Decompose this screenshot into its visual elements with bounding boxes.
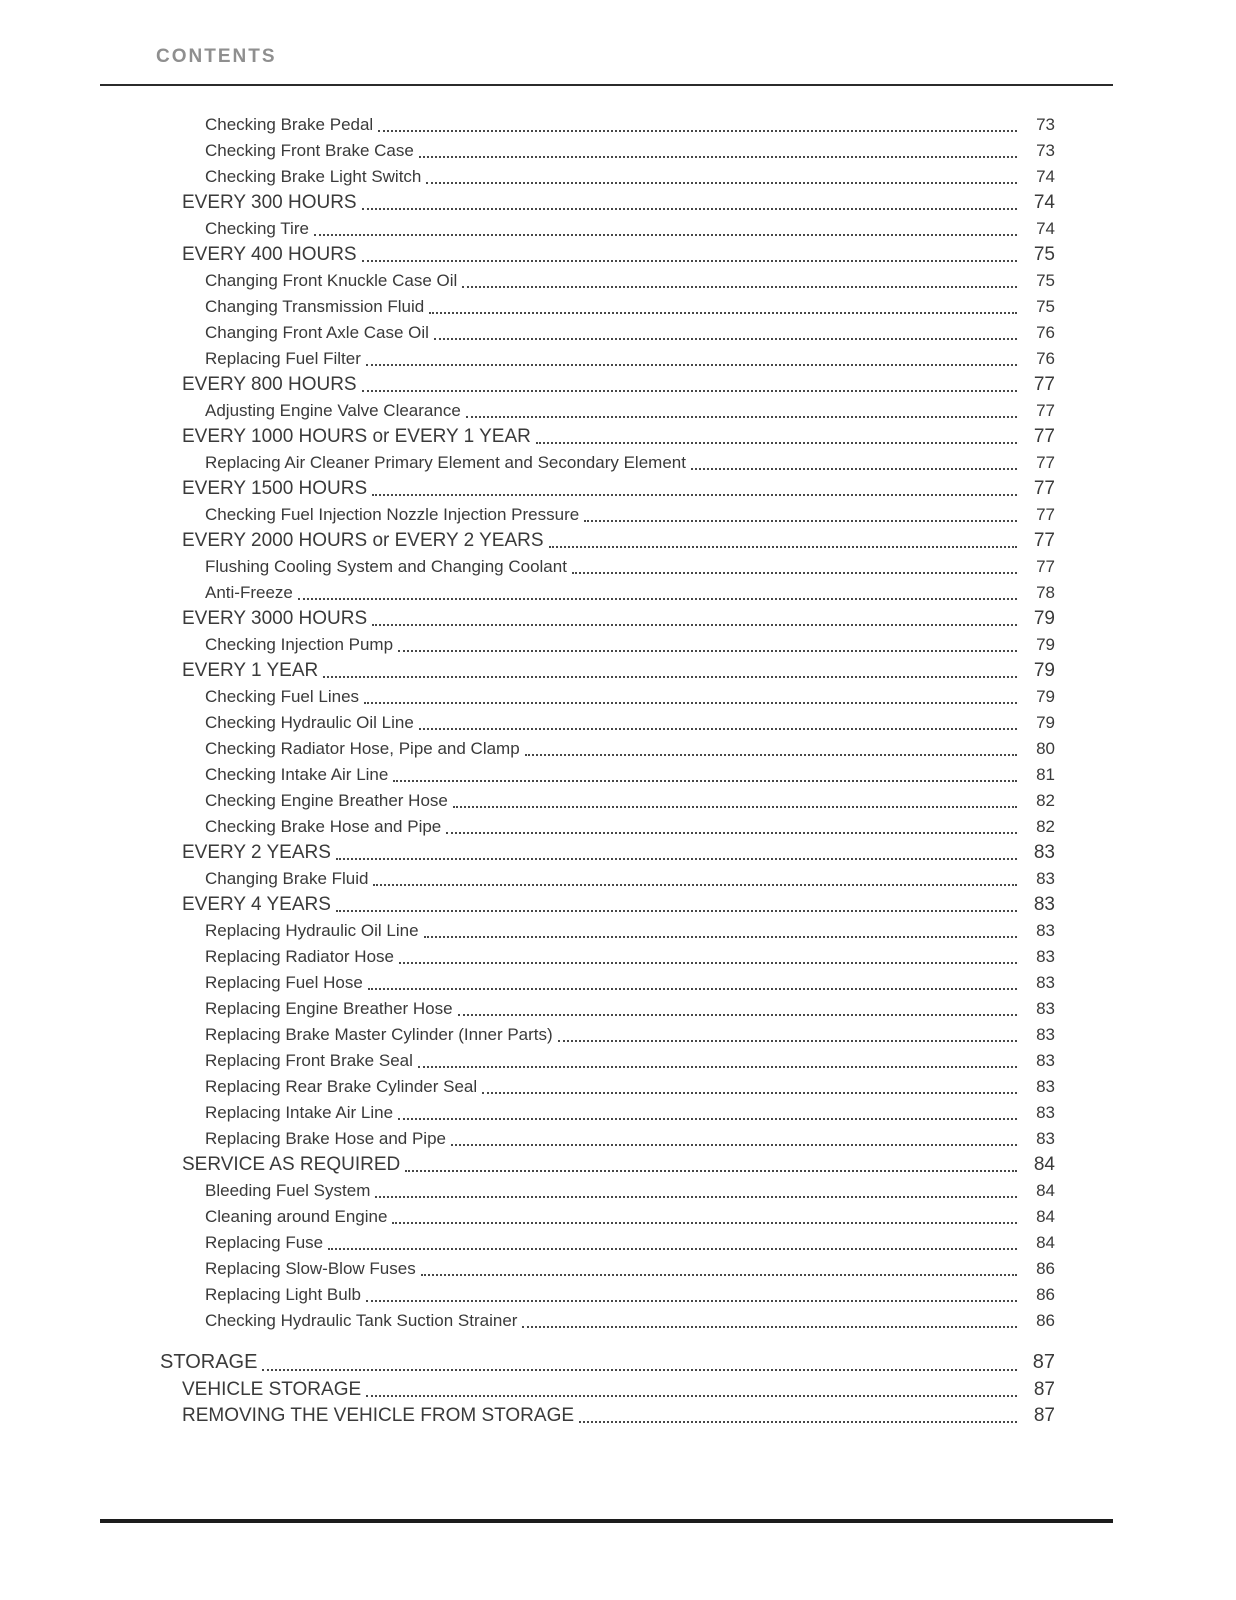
toc-leader-dots	[375, 1196, 1017, 1198]
toc-page-number: 73	[1036, 141, 1055, 160]
toc-page-number: 77	[1033, 426, 1055, 447]
toc-row	[160, 1152, 1055, 1178]
toc-entry-label: Checking Hydraulic Tank Suction Strainer	[205, 1311, 518, 1330]
toc-leader-dots	[584, 520, 1017, 522]
toc-leader-dots	[424, 936, 1017, 938]
toc-leader-dots	[398, 650, 1017, 652]
toc-entry-label: Adjusting Engine Valve Clearance	[205, 401, 461, 420]
toc-page-number: 75	[1033, 244, 1055, 265]
toc-row	[160, 372, 1055, 398]
toc-row	[160, 1204, 1055, 1230]
toc-leader-dots	[262, 1369, 1017, 1371]
toc-entry-label: Flushing Cooling System and Changing Coolant	[205, 557, 567, 576]
toc-leader-dots	[405, 1170, 1017, 1172]
toc-page-number: 83	[1036, 921, 1055, 940]
toc-leader-dots	[368, 988, 1017, 990]
toc-entry-label: Checking Engine Breather Hose	[205, 791, 448, 810]
toc-page-number: 84	[1033, 1154, 1055, 1175]
toc-page-number: 79	[1036, 635, 1055, 654]
toc-leader-dots	[393, 780, 1017, 782]
toc-page-number: 83	[1036, 1129, 1055, 1148]
toc-leader-dots	[398, 1118, 1017, 1120]
toc-entry-label: Replacing Light Bulb	[205, 1285, 361, 1304]
toc-row	[160, 762, 1055, 788]
toc-row	[160, 632, 1055, 658]
toc-leader-dots	[362, 208, 1017, 210]
toc-entry-label: Replacing Rear Brake Cylinder Seal	[205, 1077, 478, 1096]
toc-row	[160, 1403, 1055, 1429]
toc-leader-dots	[466, 416, 1017, 418]
toc-entry-label: Checking Radiator Hose, Pipe and Clamp	[205, 739, 520, 758]
toc-row	[160, 1126, 1055, 1152]
toc-entry-label: Anti-Freeze	[205, 583, 293, 602]
toc-row	[160, 268, 1055, 294]
toc-entry-label: SERVICE AS REQUIRED	[182, 1154, 401, 1175]
toc-page-number: 83	[1036, 1103, 1055, 1122]
toc-leader-dots	[579, 1421, 1017, 1423]
toc-leader-dots	[525, 754, 1017, 756]
toc-row	[160, 970, 1055, 996]
toc-page-number: 75	[1036, 297, 1055, 316]
toc-page-number: 77	[1033, 374, 1055, 395]
footer-rule	[100, 1519, 1113, 1523]
toc-leader-dots	[482, 1092, 1017, 1094]
toc-leader-dots	[378, 130, 1017, 132]
toc-leader-dots	[419, 728, 1017, 730]
toc-row	[160, 866, 1055, 892]
toc-page-number: 79	[1036, 687, 1055, 706]
toc-entry-label: Changing Front Knuckle Case Oil	[205, 271, 458, 290]
toc-page-number: 77	[1036, 453, 1055, 472]
toc-page-number: 77	[1033, 530, 1055, 551]
toc-page-number: 77	[1036, 557, 1055, 576]
toc-leader-dots	[549, 546, 1017, 548]
toc-row	[160, 1074, 1055, 1100]
toc-leader-dots	[372, 624, 1017, 626]
toc-entry-label: Checking Brake Light Switch	[205, 167, 422, 186]
toc-entry-label: Replacing Front Brake Seal	[205, 1051, 413, 1070]
toc-entry-label: EVERY 800 HOURS	[182, 374, 357, 395]
toc-entry-label: EVERY 3000 HOURS	[182, 608, 368, 629]
toc-page-number: 75	[1036, 271, 1055, 290]
toc-page-number: 84	[1036, 1181, 1055, 1200]
toc-row	[160, 710, 1055, 736]
toc-entry-label: Replacing Radiator Hose	[205, 947, 394, 966]
toc-page-number: 76	[1036, 323, 1055, 342]
toc-page-number: 76	[1036, 349, 1055, 368]
toc-leader-dots	[366, 1395, 1017, 1397]
toc-row	[160, 1256, 1055, 1282]
toc-row	[160, 606, 1055, 632]
toc-entry-label: Replacing Slow-Blow Fuses	[205, 1259, 416, 1278]
toc-leader-dots	[298, 598, 1017, 600]
toc-page-number: 87	[1033, 1405, 1055, 1426]
toc-entry-label: EVERY 1 YEAR	[182, 660, 319, 681]
toc-entry-label: Checking Brake Hose and Pipe	[205, 817, 442, 836]
toc-page-number: 83	[1036, 1077, 1055, 1096]
toc-row	[160, 138, 1055, 164]
toc-leader-dots	[522, 1326, 1017, 1328]
toc-page-number: 83	[1036, 1025, 1055, 1044]
toc-row	[160, 658, 1055, 684]
toc-page-number: 83	[1036, 1051, 1055, 1070]
toc-page-number: 79	[1033, 660, 1055, 681]
toc-entry-label: Replacing Air Cleaner Primary Element and Secondary Element	[205, 453, 686, 472]
page-header-contents: CONTENTS	[156, 46, 277, 67]
toc-row	[160, 164, 1055, 190]
toc-page-number: 87	[1032, 1351, 1055, 1373]
toc-entry-label: Checking Fuel Lines	[205, 687, 360, 706]
toc-entry-label: Bleeding Fuel System	[205, 1181, 371, 1200]
toc-page-number: 83	[1036, 999, 1055, 1018]
toc-entry-label: Cleaning around Engine	[205, 1207, 388, 1226]
toc-entry-label: Replacing Brake Hose and Pipe	[205, 1129, 446, 1148]
toc-row	[160, 1377, 1055, 1403]
toc-leader-dots	[434, 338, 1017, 340]
toc-row	[160, 580, 1055, 606]
toc-entry-label: Replacing Brake Master Cylinder (Inner Parts)	[205, 1025, 553, 1044]
toc-entry-label: Changing Brake Fluid	[205, 869, 369, 888]
toc-row	[160, 476, 1055, 502]
toc-row	[160, 814, 1055, 840]
toc-page-number: 77	[1033, 478, 1055, 499]
toc-leader-dots	[451, 1144, 1017, 1146]
toc-leader-dots	[462, 286, 1017, 288]
toc-list	[160, 112, 1055, 1429]
toc-entry-label: EVERY 300 HOURS	[182, 192, 357, 213]
header-rule	[100, 84, 1113, 86]
toc-page-number: 74	[1033, 192, 1055, 213]
toc-leader-dots	[429, 312, 1017, 314]
toc-entry-label: Checking Front Brake Case	[205, 141, 414, 160]
toc-row	[160, 918, 1055, 944]
toc-entry-label: EVERY 2 YEARS	[182, 842, 331, 863]
toc-page-number: 74	[1036, 219, 1055, 238]
toc-page-number: 79	[1033, 608, 1055, 629]
toc-row	[160, 1100, 1055, 1126]
toc-entry-label: Checking Injection Pump	[205, 635, 394, 654]
toc-page-number: 77	[1036, 505, 1055, 524]
toc-row	[160, 1308, 1055, 1334]
toc-row	[160, 1178, 1055, 1204]
toc-entry-label: Replacing Hydraulic Oil Line	[205, 921, 419, 940]
toc-row	[160, 528, 1055, 554]
toc-row	[160, 320, 1055, 346]
toc-page-number: 83	[1033, 894, 1055, 915]
toc-page-number: 83	[1036, 947, 1055, 966]
toc-row	[160, 346, 1055, 372]
toc-leader-dots	[366, 1300, 1017, 1302]
toc-row	[160, 502, 1055, 528]
toc-leader-dots	[572, 572, 1017, 574]
toc-entry-label: REMOVING THE VEHICLE FROM STORAGE	[182, 1405, 575, 1426]
toc-leader-dots	[419, 156, 1017, 158]
toc-leader-dots	[336, 858, 1017, 860]
toc-page-number: 82	[1036, 791, 1055, 810]
toc-entry-label: EVERY 400 HOURS	[182, 244, 357, 265]
toc-row	[160, 398, 1055, 424]
toc-entry-label: Replacing Fuel Hose	[205, 973, 363, 992]
toc-page-number: 86	[1036, 1259, 1055, 1278]
toc-entry-label: Replacing Engine Breather Hose	[205, 999, 453, 1018]
toc-leader-dots	[314, 234, 1017, 236]
toc-entry-label: Replacing Fuel Filter	[205, 349, 361, 368]
toc-row	[160, 1348, 1055, 1377]
toc-row	[160, 112, 1055, 138]
toc-leader-dots	[418, 1066, 1017, 1068]
toc-page-number: 84	[1036, 1207, 1055, 1226]
toc-leader-dots	[336, 910, 1017, 912]
toc-row	[160, 996, 1055, 1022]
toc-leader-dots	[426, 182, 1017, 184]
toc-entry-label: VEHICLE STORAGE	[182, 1379, 362, 1400]
toc-page-number: 84	[1036, 1233, 1055, 1252]
toc-entry-label: Checking Brake Pedal	[205, 115, 374, 134]
toc-page-number: 83	[1036, 973, 1055, 992]
toc-row	[160, 1048, 1055, 1074]
toc-row	[160, 554, 1055, 580]
toc-leader-dots	[536, 442, 1017, 444]
toc-leader-dots	[372, 494, 1017, 496]
toc-leader-dots	[392, 1222, 1017, 1224]
toc-page-number: 79	[1036, 713, 1055, 732]
toc-leader-dots	[558, 1040, 1017, 1042]
toc-leader-dots	[328, 1248, 1017, 1250]
toc-page-number: 77	[1036, 401, 1055, 420]
toc-page-number: 73	[1036, 115, 1055, 134]
toc-page-number: 87	[1033, 1379, 1055, 1400]
toc-row	[160, 1022, 1055, 1048]
toc-row	[160, 684, 1055, 710]
toc-leader-dots	[446, 832, 1017, 834]
toc-entry-label: EVERY 1000 HOURS or EVERY 1 YEAR	[182, 426, 531, 447]
toc-row	[160, 294, 1055, 320]
toc-page-number: 82	[1036, 817, 1055, 836]
toc-entry-label: Checking Hydraulic Oil Line	[205, 713, 414, 732]
toc-entry-label: Checking Intake Air Line	[205, 765, 389, 784]
toc-row	[160, 736, 1055, 762]
toc-row	[160, 1282, 1055, 1308]
toc-row	[160, 242, 1055, 268]
toc-row	[160, 840, 1055, 866]
toc-row	[160, 190, 1055, 216]
toc-page-number: 78	[1036, 583, 1055, 602]
toc-row	[160, 1230, 1055, 1256]
toc-page-number: 80	[1036, 739, 1055, 758]
toc-leader-dots	[373, 884, 1017, 886]
toc-entry-label: EVERY 2000 HOURS or EVERY 2 YEARS	[182, 530, 544, 551]
toc-page-number: 81	[1036, 765, 1055, 784]
toc-page-number: 86	[1036, 1311, 1055, 1330]
toc-entry-label: Checking Fuel Injection Nozzle Injection Pressure	[205, 505, 580, 524]
toc-entry-label: EVERY 1500 HOURS	[182, 478, 368, 499]
toc-row	[160, 424, 1055, 450]
toc-page-number: 83	[1033, 842, 1055, 863]
toc-row	[160, 788, 1055, 814]
toc-leader-dots	[691, 468, 1017, 470]
toc-leader-dots	[362, 390, 1017, 392]
toc-row	[160, 450, 1055, 476]
toc-leader-dots	[362, 260, 1017, 262]
toc-leader-dots	[366, 364, 1017, 366]
toc-row	[160, 216, 1055, 242]
toc-leader-dots	[453, 806, 1017, 808]
toc-entry-label: EVERY 4 YEARS	[182, 894, 331, 915]
toc-entry-label: Changing Front Axle Case Oil	[205, 323, 429, 342]
toc-entry-label: STORAGE	[160, 1351, 258, 1373]
toc-entry-label: Checking Tire	[205, 219, 309, 238]
toc-leader-dots	[323, 676, 1017, 678]
toc-leader-dots	[399, 962, 1017, 964]
toc-row	[160, 892, 1055, 918]
toc-entry-label: Replacing Fuse	[205, 1233, 324, 1252]
toc-row	[160, 944, 1055, 970]
toc-page-number: 74	[1036, 167, 1055, 186]
toc-leader-dots	[458, 1014, 1017, 1016]
toc-leader-dots	[364, 702, 1017, 704]
toc-page-number: 83	[1036, 869, 1055, 888]
toc-leader-dots	[421, 1274, 1017, 1276]
toc-entry-label: Replacing Intake Air Line	[205, 1103, 394, 1122]
toc-page-number: 86	[1036, 1285, 1055, 1304]
toc-entry-label: Changing Transmission Fluid	[205, 297, 425, 316]
